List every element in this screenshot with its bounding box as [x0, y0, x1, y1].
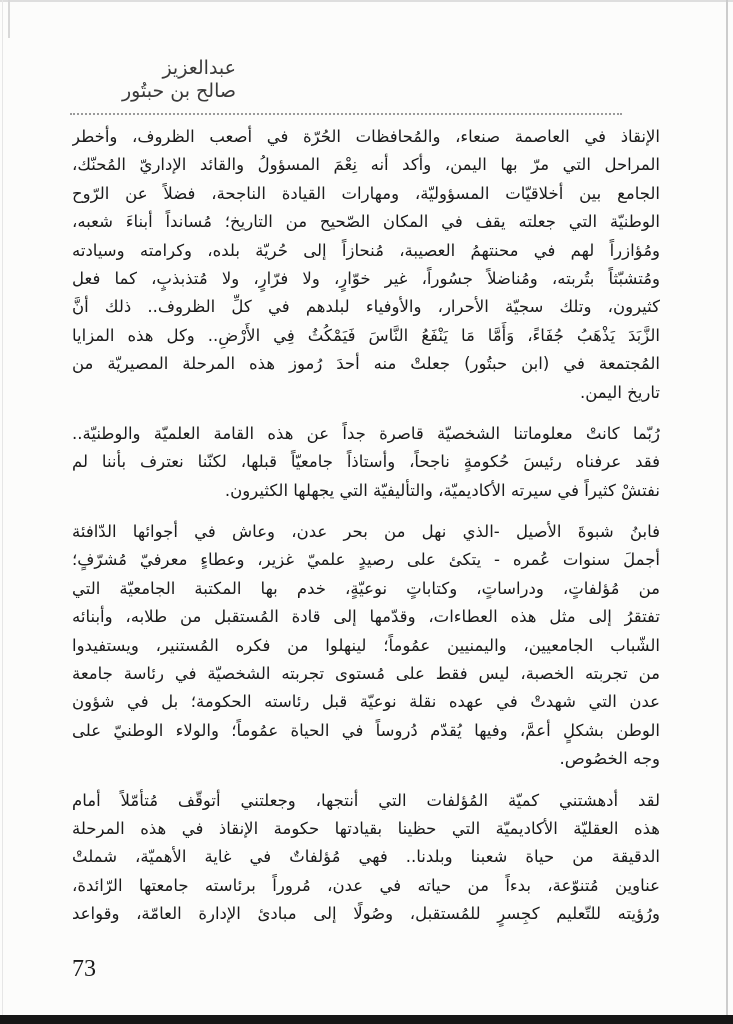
author-name-line1: عبدالعزيز: [162, 57, 236, 79]
text-line: وجه الخصُوص.: [559, 749, 660, 769]
author-name-header: [122, 57, 236, 103]
text-line: أجملَ سنوات عُمره - يتكئ على رصيدٍ علميّ غزير، وعطاءٍ معرفيّ مُشرّفٍ؛: [72, 550, 660, 570]
text-line: ومُؤازراً لهم في محنتهمُ العصيبة، مُنحازاً إلى حُريّة بلده، وكرامته وسيادته: [72, 240, 660, 260]
paragraph: [72, 787, 660, 929]
text-line: نفتشْ كثيراً في سيرته الأكاديميّة، والتأليفيّة التي يجهلها الكثيرون.: [224, 480, 660, 500]
text-line: ومُتشبّثاً بتُربته، ومُناضلاً جسُوراً، غير خوّارٍ، ولا فرّارٍ، ولا مُتذبذبٍ، كما فعل: [72, 268, 660, 288]
text-line: الوطن بشكلٍ أعمَّ، وفيها يُقدّم دُروساً في الحياة عمُوماً؛ والولاء الوطنيّ على: [72, 720, 660, 740]
text-line: فابنُ شبوةَ الأصيل -الذي نهل من بحر عدن، وعاش في أجوائها الدّافئة: [72, 522, 660, 542]
text-line: عناوين مُتنوّعة، بدءاً من حياته في عدن، مُروراً برئاسته جامعتها الرّائدة،: [72, 875, 660, 895]
text-line: تفتقرُ إلى مثل هذه العطاءات، وقدّمها إلى قادة المُستقبل من طلابه، وأبنائه: [72, 607, 660, 627]
scan-edge-left: [2, 0, 3, 1015]
text-line: الوطنيّة التي جعلته يقف في المكان الصّحيح من التاريخ؛ مُسانداً أبناءَ شعبه،: [72, 212, 660, 232]
author-name-line2: صالح بن حبتُور: [121, 80, 236, 102]
text-line: الزَّبَدَ يَذْهَبُ جُفَاءً، وَأَمَّا مَا يَنْفَعُ النَّاسَ فَيَمْكُثُ فِي الأَرْضِ.. وكل هذه المزايا: [72, 325, 660, 345]
text-line: الإنقاذ في العاصمة صنعاء، والمُحافظات الحُرّة في أصعب الظروف، وأخطر: [72, 127, 660, 146]
text-line: رُبّما كانتْ معلوماتنا الشخصيّة قاصرة جداً عن هذه القامة العلميّة والوطنيّة..: [72, 423, 660, 443]
body-text: [72, 123, 660, 929]
text-line: المُجتمعة في (ابن حبتُور) جعلتْ منه أحدَ رُموز هذه المرحلة المصيريّة من: [72, 354, 660, 374]
paragraph: [72, 123, 660, 407]
paragraph: [72, 518, 660, 774]
scan-edge-top: [0, 0, 733, 2]
text-line: تاريخ اليمن.: [579, 382, 660, 402]
text-line: المراحل التي مرّ بها اليمن، وأكد أنه نِعْمَ المسؤولُ والقائد الإداريّ المُحنّك،: [72, 155, 660, 175]
text-line: الجامع بين أخلاقيّات المسؤوليّة، ومهارات القيادة الناجحة، فضلاً عن الرّوح: [72, 183, 660, 203]
page-number: 73: [72, 956, 96, 982]
text-line: الدقيقة من حياة شعبنا وبلدنا.. فهي مُؤلفاتٌ في غاية الأهميّة، شملتْ: [72, 847, 660, 867]
text-line: لقد أدهشتني كميّة المُؤلفات التي أنتجها، وجعلتني أتوقّف مُتأمّلاً أمام: [72, 790, 660, 810]
scan-edge-bottom-band: [0, 1015, 733, 1024]
paragraph: [72, 420, 660, 505]
text-line: من تجربته الخصبة، ليس فقط على مُستوى تجربته الشخصيّة في رئاسة جامعة: [72, 664, 660, 684]
text-line: الشّباب الجامعيين، واليمنيين عمُوماً؛ لينهلوا من فكره المُستنير، ويستفيدوا: [72, 635, 660, 655]
scan-edge-left-corner: [8, 0, 10, 38]
header-dotted-rule: [70, 113, 622, 115]
scan-edge-right: [726, 0, 728, 1015]
text-line: كثيرون، وتلك سجيّة الأحرار، والأوفياء لبلدهم في كلِّ الظروف.. ذلك أنَّ: [72, 297, 660, 317]
text-line: عدن التي شهدتْ في عهده نقلة نوعيّة قبل رئاسته الحكومة؛ بل في شؤون: [72, 692, 660, 712]
text-line: ورُؤيته للتّعليم كجِسرٍ للمُستقبل، وصُولًا إلى مبادئ الإدارة العامّة، وقواعد: [72, 904, 660, 924]
text-line: فقد عرفناه رئيسَ حُكومةٍ ناجحاً، وأستاذاً جامعيّاً قبلها، لكنّنا نعترف بأننا لم: [72, 452, 660, 472]
text-line: هذه العقليّة الأكاديميّة التي حظينا بقيادتها حكومة الإنقاذ في هذه المرحلة: [72, 818, 660, 838]
text-line: من مُؤلفاتٍ، ودراساتٍ، وكتاباتٍ نوعيّةٍ، خدم بها المكتبة الجامعيّة التي: [72, 578, 660, 598]
